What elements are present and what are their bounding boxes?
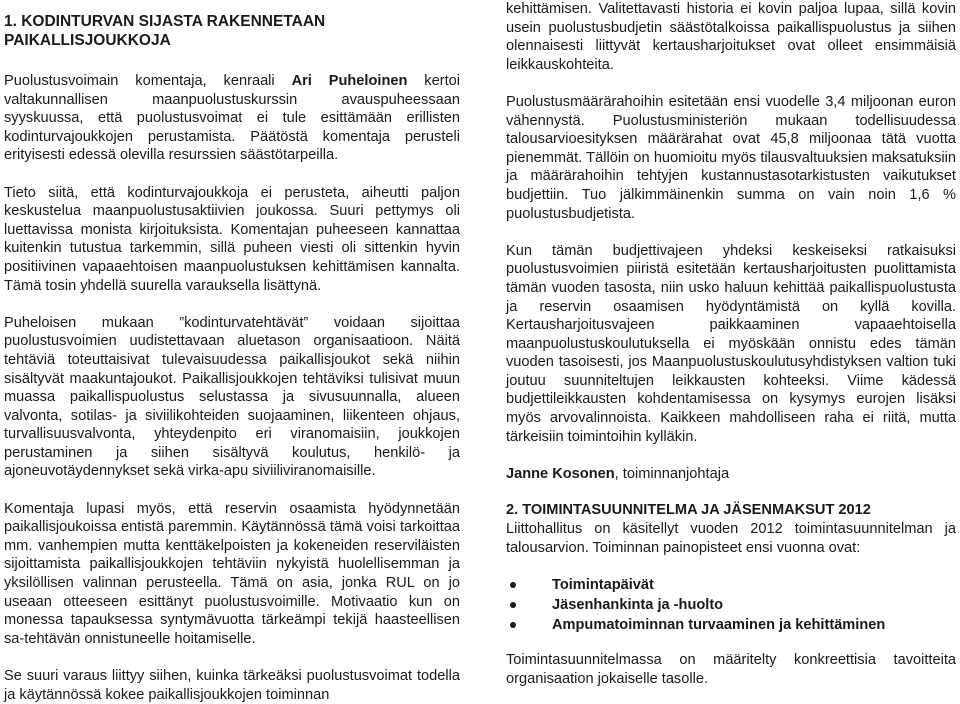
list-item: [506, 595, 956, 615]
bullet-icon: [510, 602, 516, 608]
priorities-list: [506, 575, 956, 635]
list-item-label: Ampumatoiminnan turvaaminen ja kehittäminen: [552, 617, 886, 634]
paragraph-9: Liittohallitus on käsitellyt vuoden 2012 toimintasuunnitelman ja talousarvion. Toiminnan painopisteet ensi vuonna ovat:: [506, 521, 956, 556]
signature-role: , toiminnanjohtaja: [614, 465, 730, 482]
list-item-label: Jäsenhankinta ja -huolto: [552, 597, 724, 614]
paragraph-6: kehittämisen. Valitettavasti historia ei kovin paljoa lupaa, sillä kovin usein puolustusbudjetin säästötalkoissa paikallispuolustus ja siihen olennaisesti liittyvät kertausharjoitukset ovat olleet ensimmäisiä leikkauskohteita.: [506, 1, 956, 73]
section-1-heading: 1. KODINTURVAN SIJASTA RAKENNETAAN PAIKALLISJOUKKOJA: [4, 13, 326, 49]
paragraph-4: Komentaja lupasi myös, että reservin osaamista hyödynnetään paikallisjoukoissa entistä paremmin. Käytännössä tämä voisi tarkoittaa mm. vanhempien mutta kenttäkelpoisten ja kokeneiden reserviläisten sijoittamista paikallisjoukkojen tehtäviin nykyistä huolellisemman ja yksilöllisen valinnan perusteella. Tämä on asia, jonka RUL on jo useaan otteeseen esittänyt puolustusvoimille. Motivaatio kun on monessa tapauksessa syntymävuotta tärkeämpi tekijä haasteellisen sa-tehtävän onnistuneelle hoitamiselle.: [4, 500, 460, 647]
right-column: [506, 0, 956, 688]
list-item: [506, 575, 956, 595]
paragraph-1-start: Puolustusvoimain komentaja, kenraali: [4, 73, 292, 89]
bullet-icon: [510, 622, 516, 628]
list-item: [506, 615, 956, 635]
signature: [506, 465, 956, 484]
signature-name: Janne Kosonen: [506, 465, 615, 482]
paragraph-10: Toimintasuunnitelmassa on määritelty konkreettisia tavoitteita organisaation jokaiselle tasolle.: [506, 652, 956, 687]
paragraph-8: Kun tämän budjettivajeen yhdeksi keskeiseksi ratkaisuksi puolustusvoimien piiristä esitetään kertausharjoitusten puolittamista tämän vuoden tasosta, niin usko haluun kehittää paikallispuolustusta ja reservin osaamisen hyödyntämistä on kyllä kovilla. Kertausharjoitusvajeen paikkaaminen vapaaehtoisella maanpuolustuskoulutuksella ei myöskään onnistu edes tämän vuoden tasoisesti, jos Maanpuolustuskoulutusyhdistyksen valtion tuki joutuu suunniteltujen leikkausten kohteeksi. Viime kädessä budjettileikkausten kohdentamisessa on kysymys eurojen lisäksi myös arvovalinnoista. Kaikkeen mahdolliseen raha ei riitä, mutta tärkeisiin toimintoihin kylläkin.: [506, 242, 956, 445]
section-2-heading: 2. TOIMINTASUUNNITELMA JA JÄSENMAKSUT 2012: [506, 502, 871, 519]
paragraph-5: Se suuri varaus liittyy siihen, kuinka tärkeäksi puolustusvoimat todella ja käytännössä kokee paikallisjoukkojen toiminnan: [4, 668, 460, 703]
paragraph-2: Tieto siitä, että kodinturvajoukkoja ei perusteta, aiheutti paljon keskustelua maanpuolustusaktiivien joukossa. Suuri pettymys oli luettavissa monista kirjoituksista. Komentajan puheeseen kannattaa kuitenkin tutustua tarkemmin, sillä puheen viesti oli sittenkin hyvin positiivinen vapaaehtoisen maanpuolustuksen kehittämisen kannalta. Tämä tosin yhdellä suurella varauksella lisättynä.: [4, 184, 460, 294]
left-column: [4, 0, 460, 704]
commander-name: Ari Puheloinen: [291, 73, 408, 89]
bullet-icon: [510, 582, 516, 588]
paragraph-1: [4, 72, 460, 165]
paragraph-1-rest: kertoi valtakunnallisen maanpuolustuskurssin avauspuheessaan syyskuussa, että puolustusvoimat ei tule esittämään erillisten kodinturvajoukkojen perustamista. Päätöstä komentaja perusteli erityisesti edessä olevilla resurssien säästötarpeilla.: [4, 73, 460, 164]
list-item-label: Toimintapäivät: [552, 577, 654, 594]
paragraph-3: Puheloisen mukaan ”kodinturvatehtävät” voidaan sijoittaa puolustusvoimien uudistettavaan aluetason organisaatioon. Näitä tehtäviä toteuttaisivat tulevaisuudessa paikallisjoukot sekä niihin sisältyvät maakuntajoukot. Paikallisjoukkojen tehtäviksi tulisivat muun muassa paikallispuolustus selustassa ja sivusuunnalla, alueen valvonta, sotilas- ja siviilikohteiden suojaaminen, liikenteen ohjaus, turvallisuusvalvonta, yhteydenpito eri viranomaisiin, joukkojen perustaminen ja siihen sisältyvä koulutus, henkilö- ja ajoneuvotäydennykset sekä virka-apu siviiliviranomaisille.: [4, 314, 460, 480]
paragraph-7: Puolustusmäärärahoihin esitetään ensi vuodelle 3,4 miljoonan euron vähennystä. Puolustusministeriön mukaan todellisuudessa talousarvioesityksen määrärahat ovat 45,8 miljoonaa tätä vuotta pienemmät. Tällöin on huomioitu myös tilausvaltuuksien maksatuksiin ja määrärahoihin tehtyjen kustannustasotarkistusten vaikutukset budjettiin. Tuo jälkimmäinenkin summa on vain noin 1,6 % puolustusbudjetista.: [506, 93, 956, 222]
